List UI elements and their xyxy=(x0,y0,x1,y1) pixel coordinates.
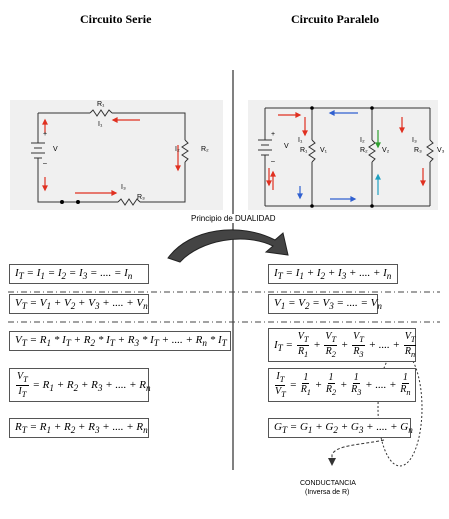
label-p-i1: I₁ xyxy=(298,137,303,144)
duality-arrow xyxy=(168,230,288,262)
title-paralelo: Circuito Paralelo xyxy=(291,12,380,26)
dualidad-label: Principio de DUALIDAD xyxy=(191,214,276,223)
title-serie: Circuito Serie xyxy=(80,12,152,26)
label-p-r2: R₂ xyxy=(360,147,368,154)
eq-left-3-text: $V_T = R_1 * I_T + R_2 * I_T + R_3 * I_T$ + .... + $R_n * I_T$ xyxy=(15,333,227,349)
label-p-minus: – xyxy=(271,158,275,165)
node-dot xyxy=(60,200,64,204)
conductancia-pointer xyxy=(332,440,384,462)
eq-left-2-text: $V_T = V_1 + V_2 + V_3$ + .... + $V_n$ xyxy=(15,296,148,312)
label-p-i3: I₃ xyxy=(412,137,417,144)
eq-right-1-text: $I_T = I_1 + I_2 + I_3$ + .... + $I_n$ xyxy=(274,266,392,282)
eq-right-3-text: $I_T$ = $\frac{V_T}{R_1}$ + $\frac{V_T}{R_2}$ + $\frac{V_T}{R_3}$ + .... + $\frac{V_T}{R_n}$ xyxy=(274,330,416,359)
label-p-v: V xyxy=(284,143,289,150)
label-i2: I₂ xyxy=(175,146,180,153)
eq-left-2 xyxy=(9,294,149,314)
eq-left-5-text: $R_T = R_1 + R_2 + R_3$ + .... + $R_n$ xyxy=(15,420,148,436)
label-p-r1: R₁ xyxy=(300,147,308,154)
paralelo-panel xyxy=(248,100,438,210)
eq-right-5-text: $G_T = G_1 + G_2 + G_3$ + .... + $G_n$ xyxy=(274,420,413,436)
eq-left-5 xyxy=(9,418,149,438)
eq-right-1 xyxy=(268,264,398,284)
eq-right-3 xyxy=(268,328,416,362)
label-p-i2: I₂ xyxy=(360,137,365,144)
label-i3: I₃ xyxy=(121,184,126,191)
label-r1: R₁ xyxy=(97,101,105,108)
eq-right-2-text: $V_1 = V_2 = V_3$ = .... = $V_n$ xyxy=(274,296,382,312)
label-minus: – xyxy=(43,160,47,167)
eq-left-4 xyxy=(9,368,149,402)
label-r3: R₃ xyxy=(137,194,145,201)
label-p-v2: V₂ xyxy=(382,147,390,154)
eq-right-4-text: $\frac{I_T}{V_T}$ = $\frac{1}{R_1}$ + $\frac{1}{R_2}$ + $\frac{1}{R_3}$ + .... + $\frac{1}{R_n}$ xyxy=(275,370,411,399)
label-plus: + xyxy=(43,131,48,138)
serie-panel xyxy=(10,100,223,210)
label-v: V xyxy=(53,146,58,153)
eq-left-4-text: $\frac{V_T}{I_T}$ = $R_1 + R_2 + R_3$ + .... + $R_n$ xyxy=(17,370,151,399)
node-dot xyxy=(76,200,80,204)
label-p-v3: V₃ xyxy=(437,147,445,154)
eq-right-4 xyxy=(268,368,416,402)
label-r2: R₂ xyxy=(201,146,209,153)
label-p-v1: V₁ xyxy=(320,147,328,154)
label-p-plus: + xyxy=(271,131,276,138)
eq-left-1-text: $I_T = I_1 = I_2 = I_3$ = .... = $I_n$ xyxy=(15,266,133,282)
label-i1: I₁ xyxy=(98,121,103,128)
label-p-r3: R₃ xyxy=(414,147,422,154)
conductancia-label: CONDUCTANCIA xyxy=(300,480,356,487)
eq-left-1 xyxy=(9,264,149,284)
eq-right-2 xyxy=(268,294,382,314)
inversa-label: (Inversa de R) xyxy=(305,489,350,496)
eq-right-5 xyxy=(268,418,411,438)
eq-left-3 xyxy=(9,331,231,351)
